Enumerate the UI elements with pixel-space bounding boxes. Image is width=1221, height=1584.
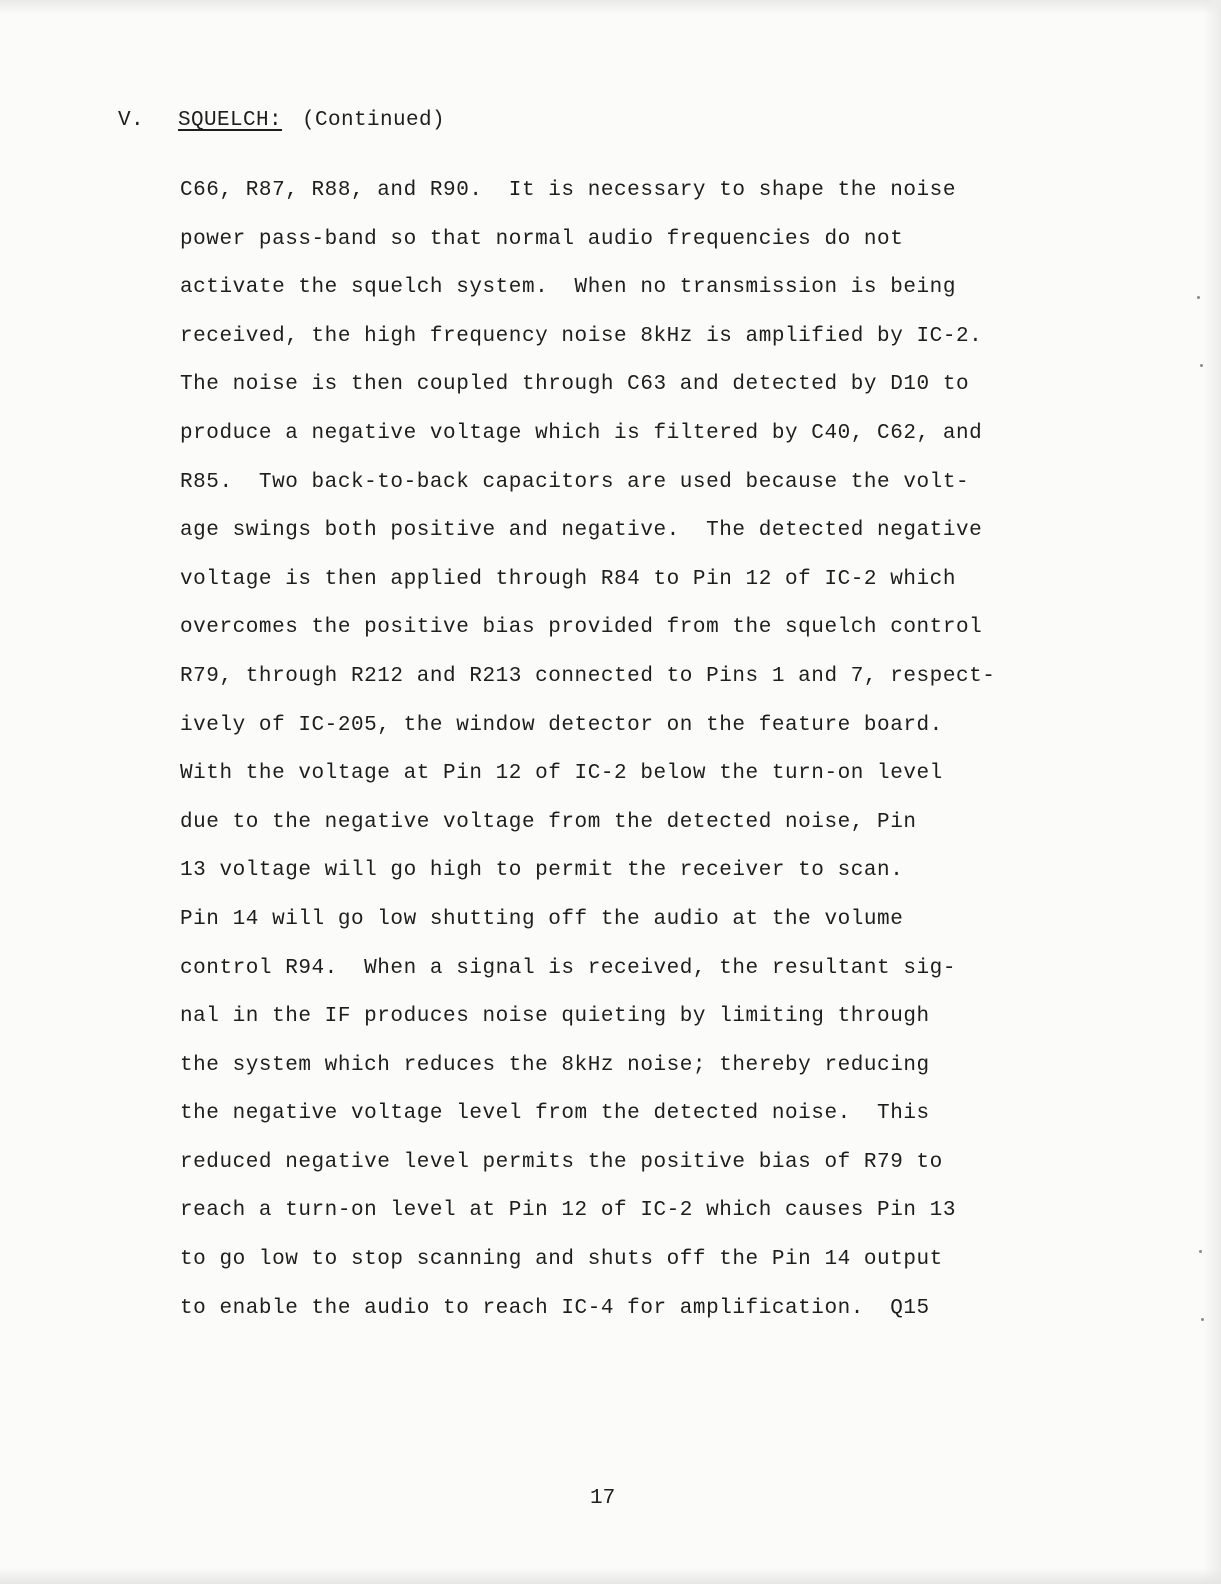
continued-label: (Continued) (302, 109, 446, 132)
text-line: control R94. When a signal is received, the resultant sig- (180, 956, 956, 980)
scan-shadow-bottom (0, 1568, 1221, 1584)
text-line: R79, through R212 and R213 connected to Pins 1 and 7, respect- (180, 664, 996, 688)
text-line: With the voltage at Pin 12 of IC-2 below the turn-on level (180, 762, 943, 786)
text-line: activate the squelch system. When no transmission is being (180, 276, 956, 300)
text-line: R85. Two back-to-back capacitors are used because the volt- (180, 470, 970, 494)
text-line: produce a negative voltage which is filtered by C40, C62, and (180, 421, 983, 445)
text-line: to go low to stop scanning and shuts off the Pin 14 output (180, 1248, 943, 1272)
scan-speck (1201, 1318, 1204, 1321)
scan-shadow-right (1203, 0, 1221, 1584)
page-number: 17 (590, 1487, 616, 1510)
text-line: power pass-band so that normal audio frequencies do not (180, 227, 904, 251)
text-line: reach a turn-on level at Pin 12 of IC-2 which causes Pin 13 (180, 1199, 956, 1223)
text-line: received, the high frequency noise 8kHz is amplified by IC-2. (180, 324, 983, 348)
text-line: nal in the IF produces noise quieting by limiting through (180, 1005, 930, 1029)
scan-speck (1199, 1250, 1202, 1253)
text-line: the system which reduces the 8kHz noise; thereby reducing (180, 1053, 930, 1077)
text-line: The noise is then coupled through C63 and detected by D10 to (180, 373, 970, 397)
text-line: the negative voltage level from the detected noise. This (180, 1102, 930, 1126)
section-number: V. (118, 109, 145, 132)
text-line: 13 voltage will go high to permit the receiver to scan. (180, 859, 904, 883)
section-heading (118, 108, 445, 134)
text-line: reduced negative level permits the positive bias of R79 to (180, 1150, 943, 1174)
section-title: SQUELCH: (178, 109, 283, 132)
text-line: voltage is then applied through R84 to Pin 12 of IC-2 which (180, 567, 956, 591)
text-line: overcomes the positive bias provided from the squelch control (180, 616, 983, 640)
text-line: C66, R87, R88, and R90. It is necessary to shape the noise (180, 179, 956, 202)
text-line: to enable the audio to reach IC-4 for amplification. Q15 (180, 1296, 930, 1320)
text-line: Pin 14 will go low shutting off the audio at the volume (180, 907, 904, 931)
scan-speck (1197, 296, 1200, 299)
text-line: ively of IC-205, the window detector on the feature board. (180, 713, 943, 737)
scan-speck (1200, 364, 1203, 367)
scan-shadow-top (0, 0, 1221, 14)
text-line: due to the negative voltage from the detected noise, Pin (180, 810, 917, 834)
body-paragraph (180, 177, 1180, 1343)
text-line: age swings both positive and negative. The detected negative (180, 519, 983, 543)
